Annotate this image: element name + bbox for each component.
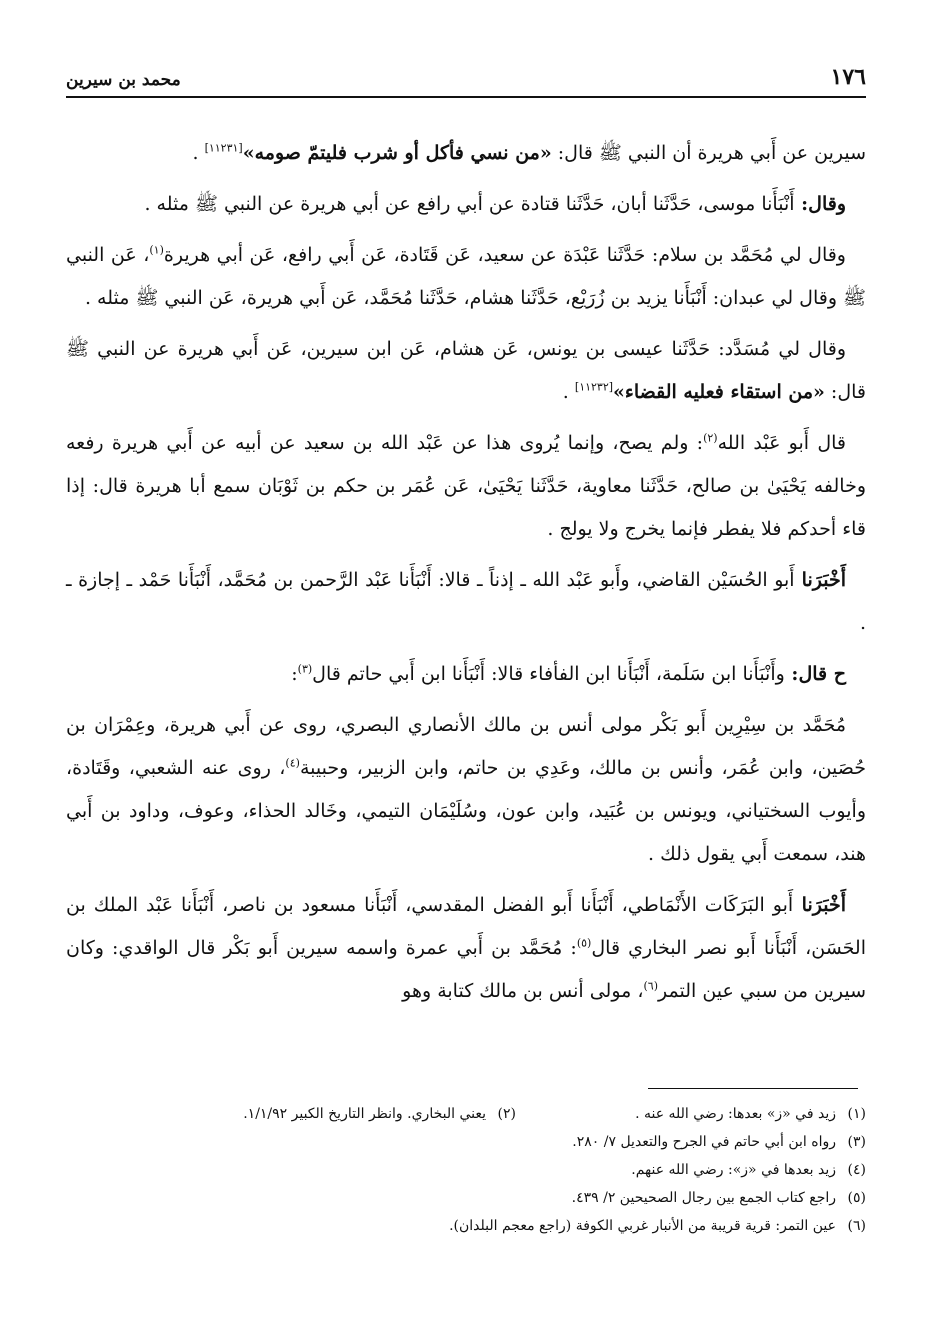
footnotes — [66, 1100, 866, 1240]
paragraph-5 — [66, 422, 866, 551]
footnote-marker[interactable]: (١) — [149, 243, 164, 257]
paragraph-end: . — [562, 381, 569, 403]
hadith-quote: «من استقاء فعليه القضاء» — [613, 381, 825, 403]
paragraph-lead: وقال: — [794, 193, 846, 215]
footnote-item — [66, 1212, 866, 1240]
footnote-text: زيد بعدها في «ز»: رضي الله عنهم. — [631, 1162, 836, 1178]
page-number: ١٧٦ — [830, 64, 866, 90]
paragraph-text: : ولم يصح، وإنما يُروى هذا عن عَبْد الله بن سعيد عن أبيه عن أَبي هريرة رفعه وخالفه يَحْيَىٰ بن صالح، حَدَّثَنا معاوية، حَدَّثَنا يَحْيَىٰ، عَن عُمَر بن حكم بن ثَوْبَان سمع أبا هريرة قال: إذا قاء أحدكم فلا يفطر فإنما يخرج ولا يولج . — [66, 432, 866, 540]
footnote-item — [243, 1100, 516, 1128]
paragraph-text: سيرين عن أَبي هريرة أن النبي ﷺ قال: — [551, 142, 866, 164]
paragraph-text: وقال لي مُسَدَّد: حَدَّثَنا عيسى بن يونس، عَن هشام، عَن ابن سيرين، عَن أَبي هريرة عن النبي ﷺ قال: — [66, 338, 866, 403]
paragraph-text: ، مولى أنس بن مالك كتابة وهو — [402, 980, 644, 1002]
paragraph-text: : مُحَمَّد بن أَبي عمرة واسمه سيرين أَبو بَكْر قال الواقدي: وكان سيرين من سبي عين التمر — [66, 937, 866, 1002]
footnote-number: (٦) — [847, 1218, 866, 1234]
paragraph-8 — [66, 704, 866, 876]
footnote-item — [66, 1156, 866, 1184]
paragraph-text: ، روى عنه الشعبي، وقَتَادة، وأيوب السختياني، ويونس بن عُبَيد، وابن عون، وسُلَيْمَان التيمي، وخَالد الحذاء، وعوف، وداود بن أَبي هند، سمعت أَبي يقول ذلك . — [66, 757, 866, 865]
page-header — [66, 60, 866, 90]
footnote-text: عين التمر: قرية قريبة من الأنبار غربي الكوفة (راجع معجم البلدان). — [449, 1218, 836, 1234]
hadith-reference: [١١٢٣٢] — [574, 380, 614, 394]
paragraph-lead: أَخْبَرَنا — [793, 894, 846, 916]
footnote-number: (٣) — [847, 1134, 866, 1150]
footnote-number: (٤) — [847, 1162, 866, 1178]
footnote-marker[interactable]: (٢) — [703, 431, 718, 445]
paragraph-text: وقال لي مُحَمَّد بن سلام: حَدَّثَنا عَبْدَة عن سعيد، عَن قَتَادة، عَن أَبي رافع، عَن أبي هريرة — [163, 244, 846, 266]
paragraph-9 — [66, 884, 866, 1013]
footnote-text: زيد في «ز» بعدها: رضي الله عنه . — [635, 1106, 836, 1122]
paragraph-text: أَنْبَأَنا موسى، حَدَّثَنا أبان، حَدَّثَنا قتادة عن أبي رافع عن أبي هريرة عن النبي ﷺ مثله . — [144, 193, 795, 215]
paragraph-text: وأَنْبَأَنا ابن سَلَمة، أَنْبَأَنا ابن الفأفاء قالا: أَنْبَأَنا ابن أَبي حاتم قال — [312, 663, 785, 685]
hadith-quote: «من نسي فأكل أو شرب فليتمّ صومه» — [242, 142, 552, 164]
footnote-text: يعني البخاري. وانظر التاريخ الكبير ١/١/٩٢. — [243, 1106, 486, 1122]
footnote-text: رواه ابن أبي حاتم في الجرح والتعديل ٧/ ٢٨٠. — [572, 1134, 836, 1150]
paragraph-2 — [66, 183, 866, 226]
footnote-number: (٢) — [497, 1106, 516, 1122]
footnote-marker[interactable]: (٥) — [576, 936, 592, 950]
footnote-marker[interactable]: (٦) — [643, 979, 659, 993]
paragraph-end: . — [192, 142, 199, 164]
paragraph-3 — [66, 234, 866, 320]
paragraph-text: ، عَن النبي ﷺ وقال لي عبدان: أَنْبَأَنا يزيد بن زُرَيْع، حَدَّثَنا هشام، حَدَّثَنا مُحَمَّد، عَن أَبي هريرة، عَن النبي ﷺ مثله . — [66, 244, 866, 309]
paragraph-7 — [66, 653, 866, 696]
paragraph-text: مُحَمَّد بن سِيْرِين أَبو بَكْر مولى أنس بن مالك الأنصاري البصري، روى عن أَبي هريرة، وعِمْرَان بن حُصَين، وابن عُمَر، وأنس بن مالك، وعَدِي بن حاتم، وابن الزبير، وحبيبة — [66, 714, 867, 779]
footnote-number: (١) — [847, 1106, 866, 1122]
header-divider — [66, 96, 866, 98]
running-title: محمد بن سيرين — [66, 70, 181, 90]
footnote-marker[interactable]: (٤) — [285, 756, 300, 770]
paragraph-lead: ح قال: — [784, 663, 846, 685]
paragraph-text: أَبو الحُسَيْن القاضي، وأَبو عَبْد الله ـ إذناً ـ قالا: أَنْبَأَنا عَبْد الرَّحمن بن مُحَمَّد، أَنْبَأَنا حَمْد ـ إجازة ـ . — [66, 569, 866, 634]
footnote-item — [66, 1184, 866, 1212]
paragraph-1 — [66, 132, 866, 175]
paragraph-6 — [66, 559, 866, 645]
footnote-text: راجع كتاب الجمع بين رجال الصحيحين ٢/ ٤٣٩. — [571, 1190, 836, 1206]
footnote-divider — [648, 1088, 858, 1089]
paragraph-text: : — [291, 663, 298, 685]
paragraph-text: أَبو البَرَكَات الأَنْمَاطي، أَنْبَأَنا أَبو الفضل المقدسي، أَنْبَأَنا مسعود بن ناصر، أَنْبَأَنا عَبْد الملك بن الحَسَن، أَنْبَأَنا أَبو نصر البخاري قال — [66, 894, 867, 959]
paragraph-text: قال أَبو عَبْد الله — [717, 432, 846, 454]
paragraph-lead: أَخْبَرَنا — [794, 569, 847, 591]
hadith-reference: [١١٢٣١] — [204, 141, 243, 155]
footnote-number: (٥) — [847, 1190, 866, 1206]
footnote-row — [66, 1100, 866, 1128]
paragraph-4 — [66, 328, 866, 414]
main-text — [66, 132, 866, 1021]
footnote-item — [66, 1128, 866, 1156]
footnote-item — [516, 1100, 866, 1128]
footnote-marker[interactable]: (٣) — [297, 662, 313, 676]
